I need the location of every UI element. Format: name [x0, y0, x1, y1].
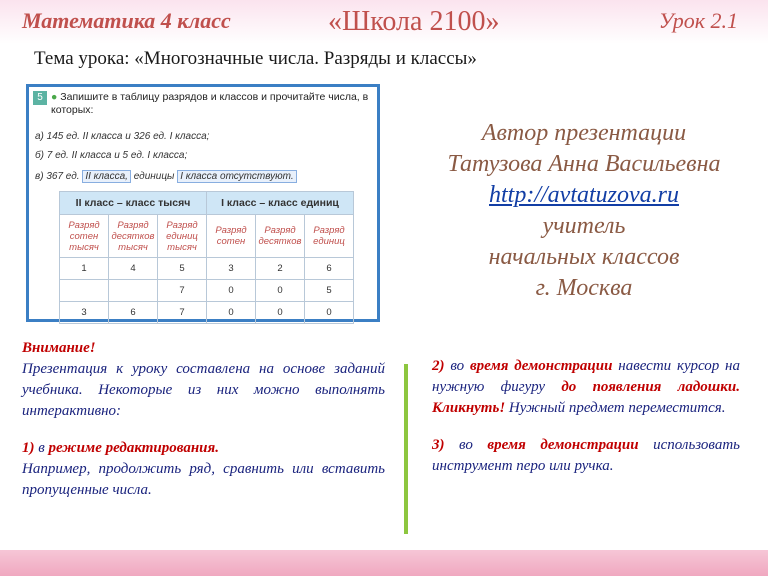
table-cell: 0: [256, 302, 305, 324]
digit-header: Разряд десятков тысяч: [109, 215, 158, 258]
author-role-detail: начальных классов: [488, 244, 680, 270]
table-cell: 0: [207, 280, 256, 302]
table-cell: 3: [60, 302, 109, 324]
task-item-c-highlight: II класса,: [82, 170, 131, 183]
lesson-topic: Тема урока: «Многозначные числа. Разряды и классы»: [34, 48, 477, 69]
note-emphasis: до появления ладошки. Кликнуть!: [432, 379, 740, 416]
table-row: [60, 258, 354, 280]
task-item-c-part: в) 367 ед.: [35, 171, 80, 182]
author-role: учитель: [542, 213, 626, 239]
table-row: [60, 280, 354, 302]
table-cell: 6: [305, 258, 354, 280]
digit-header: Разряд сотен: [207, 215, 256, 258]
table-cell: 7: [158, 280, 207, 302]
note-2: [432, 356, 740, 419]
divider-line: [404, 364, 408, 534]
attention-title: Внимание!: [22, 340, 96, 356]
note-text: использовать инструмент перо или ручка.: [432, 437, 740, 474]
note-emphasis: режиме редактирования.: [48, 440, 219, 456]
table-cell: 2: [256, 258, 305, 280]
table-cell: 5: [158, 258, 207, 280]
task-item-c-highlight: I класса отсутствуют.: [177, 170, 296, 183]
digits-table: [59, 191, 354, 324]
author-city: г. Москва: [535, 275, 633, 301]
table-cell: 4: [109, 258, 158, 280]
note-number: 2): [432, 358, 445, 374]
task-item-c: [35, 171, 297, 182]
author-block: [404, 118, 764, 304]
note-emphasis: время демонстрации: [469, 358, 613, 374]
class-header-units: I класс – класс единиц: [207, 192, 354, 215]
table-cell: 0: [207, 302, 256, 324]
exercise-number: 5: [33, 91, 47, 105]
task-text: Запишите в таблицу разрядов и классов и прочитайте числа, в которых:: [51, 91, 369, 116]
table-cell: [109, 280, 158, 302]
table-cell: 5: [305, 280, 354, 302]
footer-band: [0, 550, 768, 576]
digit-header: Разряд единиц: [305, 215, 354, 258]
attention-notes: [22, 338, 385, 501]
digit-header: Разряд единиц тысяч: [158, 215, 207, 258]
note-text: во: [444, 358, 470, 374]
interactive-notes: [432, 356, 740, 477]
table-cell: 3: [207, 258, 256, 280]
bullet-icon: ●: [51, 91, 58, 103]
note-1-example: Например, продолжить ряд, сравнить или вставить пропущенные числа.: [22, 461, 385, 498]
task-item-c-part: единицы: [133, 171, 175, 182]
digit-header: Разряд сотен тысяч: [60, 215, 109, 258]
subject-title: Математика 4 класс: [22, 8, 231, 33]
table-cell: 0: [256, 280, 305, 302]
task-item-b: б) 7 ед. II класса и 5 ед. I класса;: [35, 150, 188, 161]
note-number: 1): [22, 440, 35, 456]
author-name: Татузова Анна Васильевна: [447, 151, 721, 177]
note-number: 3): [432, 437, 445, 453]
note-1: [22, 438, 385, 459]
note-emphasis: время демонстрации: [487, 437, 639, 453]
lesson-number: Урок 2.1: [658, 8, 738, 33]
table-cell: 0: [305, 302, 354, 324]
author-heading: Автор презентации: [481, 120, 687, 146]
note-text: в: [34, 440, 49, 456]
note-3: [432, 435, 740, 477]
task-item-a: а) 145 ед. II класса и 326 ед. I класса;: [35, 131, 210, 142]
note-text: во: [444, 437, 488, 453]
attention-intro: Презентация к уроку составлена на основе заданий учебника. Некоторые из них можно выполнять интерактивно:: [22, 361, 385, 419]
exercise-task: [51, 91, 377, 117]
author-website-link[interactable]: http://avtatuzova.ru: [489, 182, 679, 208]
table-cell: 1: [60, 258, 109, 280]
note-text: навести курсор на нужную фигуру: [432, 358, 741, 395]
note-text: Нужный предмет переместится.: [505, 400, 726, 416]
table-cell: 7: [158, 302, 207, 324]
program-title: «Школа 2100»: [328, 6, 500, 37]
digit-header: Разряд десятков: [256, 215, 305, 258]
table-cell: [60, 280, 109, 302]
textbook-excerpt: [26, 84, 380, 322]
table-row: [60, 302, 354, 324]
table-cell: 6: [109, 302, 158, 324]
class-header-thousands: II класс – класс тысяч: [60, 192, 207, 215]
